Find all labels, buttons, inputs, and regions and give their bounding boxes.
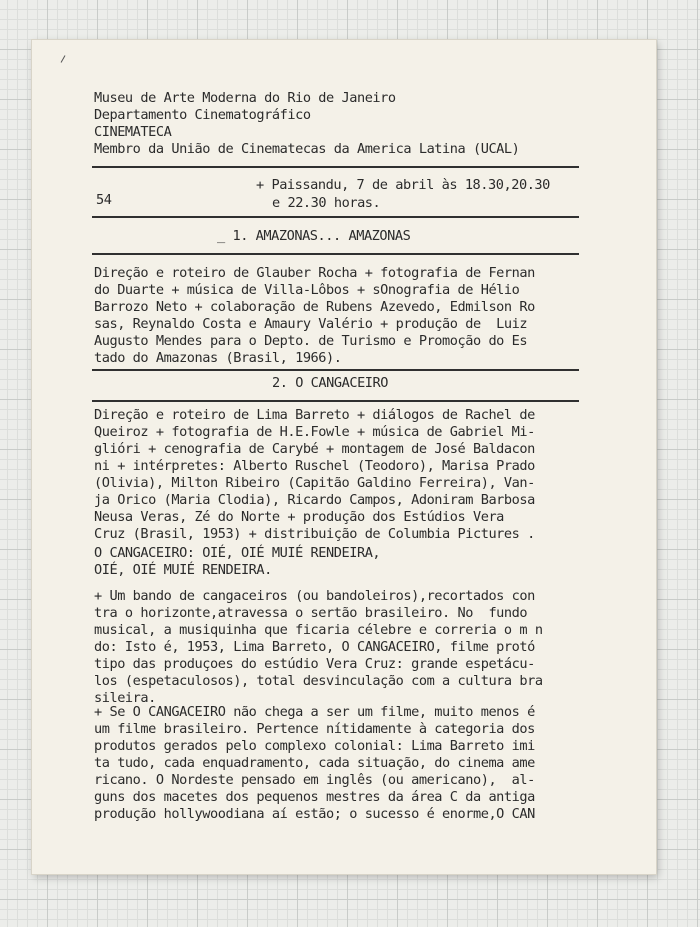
- divider: [92, 166, 579, 168]
- program-number: 54: [96, 192, 112, 208]
- review-paragraph-2-line: + Se O CANGACEIRO não chega a ser um filme, muito menos é: [94, 704, 535, 720]
- review-paragraph-1-line: sileira.: [94, 690, 156, 706]
- review-paragraph-1-line: do: Isto é, 1953, Lima Barreto, O CANGACEIRO, filme protó: [94, 639, 535, 655]
- film-1-heading: _ 1. AMAZONAS... AMAZONAS: [217, 228, 411, 244]
- film-2-credits-line: Neusa Veras, Zé do Norte + produção dos Estúdios Vera: [94, 509, 504, 525]
- film-1-credits-line: Direção e roteiro de Glauber Rocha + fotografia de Fernan: [94, 265, 535, 281]
- film-2-credits-line: Direção e roteiro de Lima Barreto + diálogos de Rachel de: [94, 407, 535, 423]
- divider: [92, 369, 579, 371]
- song-line: O CANGACEIRO: OIÉ, OIÉ MUIÉ RENDEIRA,: [94, 545, 381, 561]
- film-2-credits-line: Queiroz + fotografia de H.E.Fowle + música de Gabriel Mi-: [94, 424, 535, 440]
- film-2-heading: 2. O CANGACEIRO: [272, 375, 389, 391]
- film-2-credits-line: ni + intérpretes: Alberto Ruschel (Teodoro), Marisa Prado: [94, 458, 535, 474]
- divider: [92, 400, 579, 402]
- review-paragraph-2-line: ricano. O Nordeste pensado em inglês (ou americano), al-: [94, 772, 535, 788]
- header-membership: Membro da União de Cinematecas da America Latina (UCAL): [94, 141, 520, 157]
- header-department: Departamento Cinematográfico: [94, 107, 311, 123]
- header-institution: Museu de Arte Moderna do Rio de Janeiro: [94, 90, 396, 106]
- review-paragraph-2-line: um filme brasileiro. Pertence nítidamente à categoria dos: [94, 721, 535, 737]
- film-2-credits-line: (Olivia), Milton Ribeiro (Capitão Galdino Ferreira), Van-: [94, 475, 535, 491]
- review-paragraph-1-line: musical, a musiquinha que ficaria célebre e correria o m n: [94, 622, 543, 638]
- review-paragraph-2-line: produtos gerados pelo complexo colonial: Lima Barreto imi: [94, 738, 535, 754]
- schedule-line-1: + Paissandu, 7 de abril às 18.30,20.30: [256, 177, 550, 193]
- film-1-credits-line: tado do Amazonas (Brasil, 1966).: [94, 350, 342, 366]
- review-paragraph-1-line: + Um bando de cangaceiros (ou bandoleiros),recortados con: [94, 588, 535, 604]
- review-paragraph-2-line: guns dos macetes dos pequenos mestres da área C da antiga: [94, 789, 535, 805]
- film-1-credits-line: sas, Reynaldo Costa e Amaury Valério + produção de Luiz: [94, 316, 528, 332]
- film-1-credits-line: Barrozo Neto + colaboração de Rubens Azevedo, Edmilson Ro: [94, 299, 535, 315]
- header-cinemateca: CINEMATECA: [94, 124, 172, 140]
- review-paragraph-1-line: tipo das produçoes do estúdio Vera Cruz: grande espetácu-: [94, 656, 535, 672]
- song-line: OIÉ, OIÉ MUIÉ RENDEIRA.: [94, 562, 272, 578]
- film-2-credits-line: ja Orico (Maria Clodia), Ricardo Campos, Adoniram Barbosa: [94, 492, 535, 508]
- film-1-credits-line: do Duarte + música de Villa-Lôbos + sOnografia de Hélio: [94, 282, 520, 298]
- divider: [92, 253, 579, 255]
- film-2-credits-line: Cruz (Brasil, 1953) + distribuição de Columbia Pictures .: [94, 526, 535, 542]
- review-paragraph-2-line: produção hollywoodiana aí estão; o sucesso é enorme,O CAN: [94, 806, 535, 822]
- review-paragraph-1-line: tra o horizonte,atravessa o sertão brasileiro. No fundo: [94, 605, 528, 621]
- pencil-mark: [61, 55, 73, 66]
- film-1-credits-line: Augusto Mendes para o Depto. de Turismo e Promoção do Es: [94, 333, 528, 349]
- divider: [92, 216, 579, 218]
- document-page: [32, 40, 656, 874]
- schedule-line-2: e 22.30 horas.: [272, 195, 381, 211]
- review-paragraph-1-line: los (espetaculosos), total desvinculação com a cultura bra: [94, 673, 543, 689]
- review-paragraph-2-line: ta tudo, cada enquadramento, cada situação, do cinema ame: [94, 755, 535, 771]
- film-2-credits-line: glióri + cenografia de Carybé + montagem de José Baldacon: [94, 441, 535, 457]
